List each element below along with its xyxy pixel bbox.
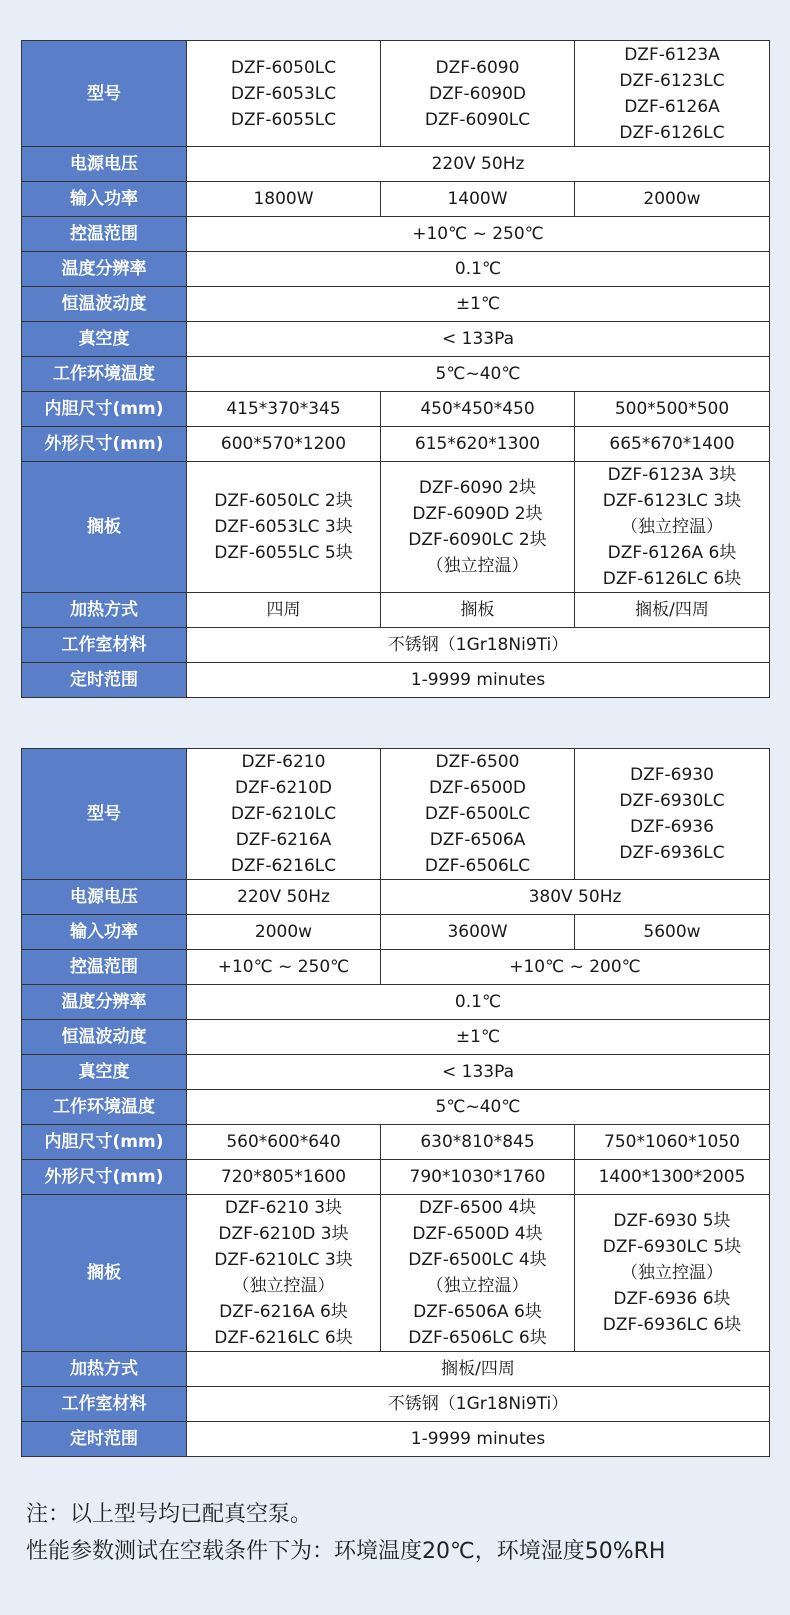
table-cell: 搁板/四周 [187,1352,770,1387]
table-cell: 1800W [187,182,381,217]
table-cell: 615*620*1300 [381,427,575,462]
spec-table-1 [21,40,770,698]
table-cell: 5℃~40℃ [187,1090,770,1125]
table-cell: 0.1℃ [187,985,770,1020]
table-row [22,985,770,1020]
table-cell: 0.1℃ [187,252,770,287]
table-row [22,357,770,392]
table-cell: +10℃ ~ 200℃ [381,950,770,985]
table-row [22,1055,770,1090]
table-cell: 1400W [381,182,575,217]
table-cell: 500*500*500 [575,392,770,427]
note-vacuum-pump: 注：以上型号均已配真空泵。 [26,1502,313,1527]
table-cell: DZF-6500 DZF-6500D DZF-6500LC DZF-6506A DZF-6506LC [381,749,575,880]
row-label: 温度分辨率 [22,985,187,1020]
row-label: 工作室材料 [22,628,187,663]
table-cell: 3600W [381,915,575,950]
table-row [22,950,770,985]
table-cell: 790*1030*1760 [381,1160,575,1195]
table-cell: DZF-6500 4块 DZF-6500D 4块 DZF-6500LC 4块 （独立控温） DZF-6506A 6块 DZF-6506LC 6块 [381,1195,575,1352]
table-row [22,1160,770,1195]
table-row [22,1387,770,1422]
table-row [22,217,770,252]
table-row [22,252,770,287]
row-label: 真空度 [22,322,187,357]
table-cell: ±1℃ [187,1020,770,1055]
table-row [22,1195,770,1352]
spec-table-2-body [22,749,770,1457]
row-label: 定时范围 [22,1422,187,1457]
table-row [22,915,770,950]
table-cell: 5600w [575,915,770,950]
table-cell: 750*1060*1050 [575,1125,770,1160]
table-cell: 5℃~40℃ [187,357,770,392]
table-row [22,1090,770,1125]
table-row [22,1020,770,1055]
table-row [22,462,770,593]
table-cell: 2000w [187,915,381,950]
row-label: 控温范围 [22,217,187,252]
table-row [22,147,770,182]
table-row [22,593,770,628]
table-row [22,41,770,147]
row-label: 搁板 [22,1195,187,1352]
table-cell: DZF-6930 DZF-6930LC DZF-6936 DZF-6936LC [575,749,770,880]
row-label: 电源电压 [22,880,187,915]
row-label: 工作环境温度 [22,357,187,392]
row-label: 真空度 [22,1055,187,1090]
table-row [22,322,770,357]
table-cell: DZF-6050LC 2块 DZF-6053LC 3块 DZF-6055LC 5块 [187,462,381,593]
table-row [22,427,770,462]
table-row [22,663,770,698]
row-label: 输入功率 [22,182,187,217]
table-cell: ±1℃ [187,287,770,322]
table-cell: 450*450*450 [381,392,575,427]
table-cell: 220V 50Hz [187,147,770,182]
table-cell: 630*810*845 [381,1125,575,1160]
table-row [22,1422,770,1457]
table-cell: DZF-6050LC DZF-6053LC DZF-6055LC [187,41,381,147]
table-cell: < 133Pa [187,322,770,357]
table-row [22,880,770,915]
table-cell: DZF-6123A DZF-6123LC DZF-6126A DZF-6126LC [575,41,770,147]
table-cell: 600*570*1200 [187,427,381,462]
note-test-conditions: 性能参数测试在空载条件下为：环境温度20℃，环境湿度50%RH [26,1539,666,1564]
table-cell: 1-9999 minutes [187,1422,770,1457]
row-label: 温度分辨率 [22,252,187,287]
table-row [22,392,770,427]
row-label: 恒温波动度 [22,1020,187,1055]
table-cell: DZF-6090 2块 DZF-6090D 2块 DZF-6090LC 2块 （独立控温） [381,462,575,593]
table-cell: 415*370*345 [187,392,381,427]
row-label: 工作环境温度 [22,1090,187,1125]
table-cell: 1-9999 minutes [187,663,770,698]
table-row [22,628,770,663]
spec-table-1-body [22,41,770,698]
row-label: 工作室材料 [22,1387,187,1422]
table-row [22,749,770,880]
table-cell: +10℃ ~ 250℃ [187,950,381,985]
table-cell: DZF-6210 3块 DZF-6210D 3块 DZF-6210LC 3块 （独立控温） DZF-6216A 6块 DZF-6216LC 6块 [187,1195,381,1352]
row-label: 型号 [22,41,187,147]
table-cell: DZF-6930 5块 DZF-6930LC 5块 （独立控温） DZF-6936 6块 DZF-6936LC 6块 [575,1195,770,1352]
table-row [22,1352,770,1387]
row-label: 恒温波动度 [22,287,187,322]
table-cell: DZF-6090 DZF-6090D DZF-6090LC [381,41,575,147]
table-cell: 380V 50Hz [381,880,770,915]
table-cell: 1400*1300*2005 [575,1160,770,1195]
row-label: 外形尺寸(mm) [22,427,187,462]
row-label: 加热方式 [22,593,187,628]
table-cell: 220V 50Hz [187,880,381,915]
row-label: 控温范围 [22,950,187,985]
table-cell: 搁板/四周 [575,593,770,628]
table-cell: 四周 [187,593,381,628]
row-label: 搁板 [22,462,187,593]
table-cell: DZF-6210 DZF-6210D DZF-6210LC DZF-6216A DZF-6216LC [187,749,381,880]
table-cell: +10℃ ~ 250℃ [187,217,770,252]
table-row [22,1125,770,1160]
row-label: 加热方式 [22,1352,187,1387]
row-label: 输入功率 [22,915,187,950]
spec-table-2 [21,748,770,1457]
table-cell: < 133Pa [187,1055,770,1090]
table-cell: DZF-6123A 3块 DZF-6123LC 3块 （独立控温） DZF-6126A 6块 DZF-6126LC 6块 [575,462,770,593]
notes [26,1496,781,1570]
table-row [22,182,770,217]
row-label: 型号 [22,749,187,880]
row-label: 内胆尺寸(mm) [22,392,187,427]
table-cell: 不锈钢（1Gr18Ni9Ti） [187,628,770,663]
row-label: 外形尺寸(mm) [22,1160,187,1195]
table-row [22,287,770,322]
row-label: 定时范围 [22,663,187,698]
table-cell: 搁板 [381,593,575,628]
table-cell: 不锈钢（1Gr18Ni9Ti） [187,1387,770,1422]
table-cell: 560*600*640 [187,1125,381,1160]
table-cell: 665*670*1400 [575,427,770,462]
table-cell: 720*805*1600 [187,1160,381,1195]
table-cell: 2000w [575,182,770,217]
row-label: 电源电压 [22,147,187,182]
row-label: 内胆尺寸(mm) [22,1125,187,1160]
